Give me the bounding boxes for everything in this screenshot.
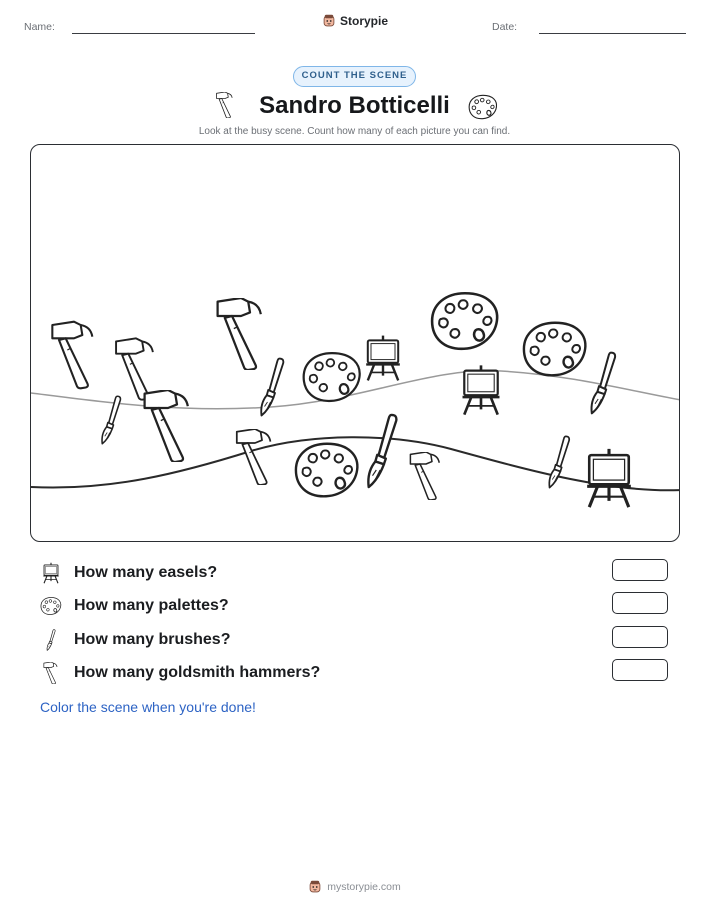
question-text: How many easels? [74, 564, 218, 581]
brand-name: Storypie [340, 14, 389, 28]
answer-box-palettes[interactable] [612, 592, 668, 614]
brush-icon [102, 396, 120, 444]
question-palettes [40, 594, 229, 618]
name-label: Name: [24, 21, 55, 33]
answer-box-hammers[interactable] [612, 659, 668, 681]
brand [322, 14, 388, 28]
palette-icon [296, 444, 357, 497]
name-line[interactable] [72, 33, 255, 34]
color-scene-note: Color the scene when you're done! [40, 699, 256, 715]
hammer-icon [52, 322, 92, 389]
instructions: Look at the busy scene. Count how many of each picture you can find. [198, 126, 511, 137]
answer-box-brushes[interactable] [612, 626, 668, 648]
answer-box-easels[interactable] [612, 559, 668, 581]
easel-icon [366, 336, 400, 381]
question-easels [40, 561, 217, 585]
palette-icon [467, 94, 499, 120]
footer [0, 880, 709, 894]
page-title: Sandro Botticelli [259, 92, 450, 119]
palette-icon [304, 353, 360, 401]
palette-icon [524, 323, 585, 376]
date-line[interactable] [539, 33, 686, 34]
question-text: How many goldsmith hammers? [74, 664, 321, 681]
busy-scene [30, 144, 680, 542]
palette-icon [432, 293, 497, 349]
storypie-mascot-icon [322, 14, 336, 28]
brush-icon [368, 415, 396, 487]
count-the-scene-badge: COUNT THE SCENE [293, 66, 416, 87]
footer-site[interactable]: mystorypie.com [327, 881, 401, 893]
easel-icon [40, 562, 62, 584]
date-label: Date: [492, 21, 518, 33]
palette-icon [40, 595, 62, 617]
easel-icon [463, 365, 500, 414]
question-text: How many palettes? [74, 597, 229, 614]
hammer-icon [237, 429, 271, 485]
scene-illustration [31, 145, 680, 542]
storypie-mascot-icon [308, 880, 322, 894]
hammer-icon [410, 452, 439, 500]
hammer-icon [40, 662, 62, 684]
question-hammers [40, 661, 320, 685]
hammer-icon [116, 338, 153, 399]
brush-icon [549, 436, 569, 487]
hammer-icon [218, 298, 261, 370]
hammer-icon [145, 390, 188, 462]
question-brushes [40, 628, 230, 652]
easel-icon [587, 449, 631, 507]
question-text: How many brushes? [74, 631, 231, 648]
brush-icon [40, 629, 62, 651]
